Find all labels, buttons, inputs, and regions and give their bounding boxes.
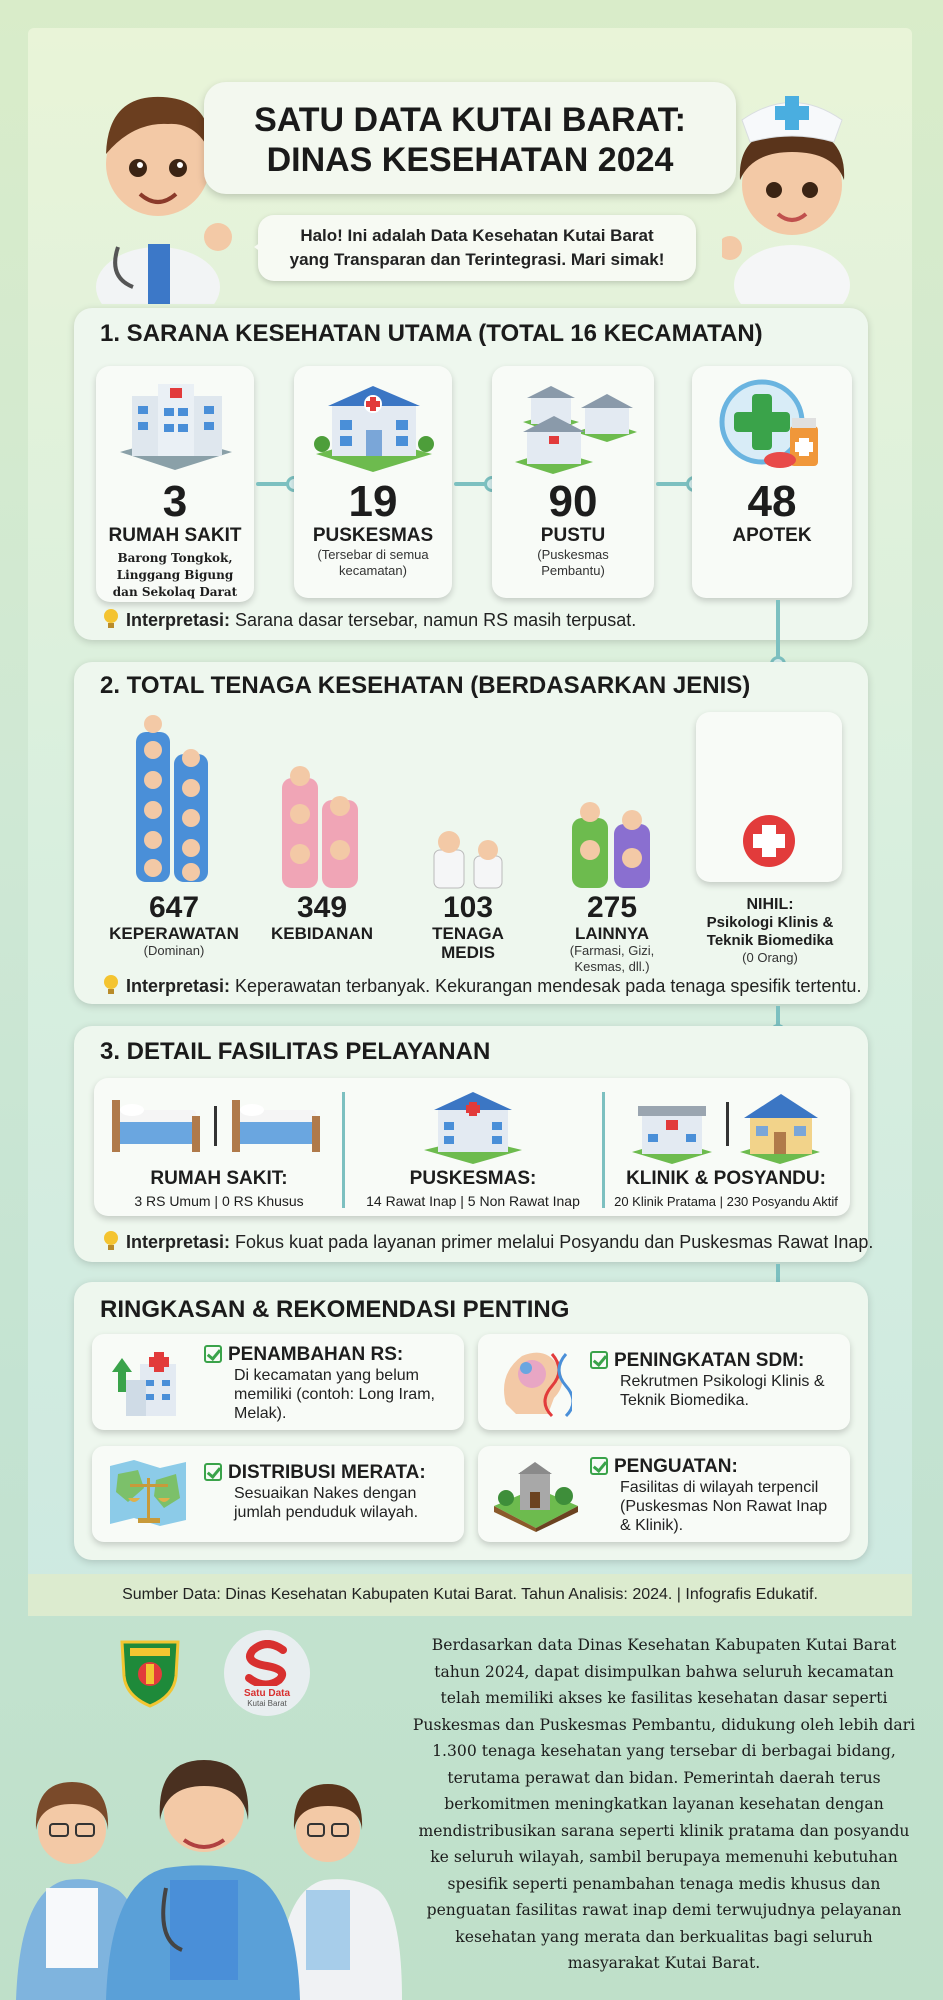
- rec4-title: PENGUATAN:: [614, 1456, 738, 1477]
- section1-interpretation: [102, 608, 636, 631]
- apotek-label: APOTEK: [732, 525, 812, 546]
- pustu-count: 90: [548, 477, 598, 526]
- lightbulb-icon: [102, 974, 120, 996]
- map-scale-icon: [108, 1458, 188, 1530]
- section3-interp-label: Interpretasi:: [126, 1232, 231, 1252]
- summary-paragraph: Berdasarkan data Dinas Kesehatan Kabupaten Kutai Barat tahun 2024, dapat disimpulkan bahwa seluruh kecamatan telah memiliki akses ke fasilitas kesehatan dasar seperti Puskesmas dan Puskesmas Pembantu, didukung oleh lebih dari 1.300 tenaga kesehatan yang tersebar di berbagai bidang, terutama perawat dan bidan. Pemerintah daerah terus berkomitmen meningkatkan layanan kesehatan dengan mendistribusikan sarana seperti klinik pratama dan posyandu ke seluruh wilayah, sambil berupaya memenuhi kebutuhan spesifik seperti penambahan tenaga medis khusus dan penguatan fasilitas rawat inap demi terwujudnya pelayanan kesehatan yang merata dan berkualitas bagi seluruh masyarakat Kutai Barat.: [412, 1636, 916, 1972]
- rec2-desc1: Rekrutmen Psikologi Klinis &: [620, 1373, 825, 1390]
- greeting-line1: Halo! Ini adalah Data Kesehatan Kutai Barat: [300, 226, 654, 245]
- section3-interp-text: Fokus kuat pada layanan primer melalui Posyandu dan Puskesmas Rawat Inap.: [230, 1232, 874, 1252]
- nihil-label2: Psikologi Klinis &: [706, 914, 834, 931]
- pustu-note1: (Puskesmas: [537, 547, 609, 562]
- lainnya-count: 275: [586, 891, 638, 924]
- section1-interp-text: Sarana dasar tersebar, namun RS masih terpusat.: [230, 610, 637, 630]
- satu-data-s-icon: [243, 1640, 291, 1686]
- check-icon: [204, 1463, 222, 1481]
- card-pustu: [492, 366, 654, 598]
- section4-title: RINGKASAN & REKOMENDASI PENTING: [100, 1296, 570, 1323]
- lainnya-note1: (Farmasi, Gizi,: [569, 943, 655, 958]
- pustu-label: PUSTU: [540, 525, 606, 546]
- health-workers-illustration: [6, 1720, 406, 2000]
- medical-staff-icon: [430, 826, 510, 890]
- rumah-sakit-count: 3: [162, 477, 188, 526]
- section2-interpretation: [102, 974, 861, 997]
- hospital-beds-icon: [112, 1088, 322, 1160]
- nihil-label1: NIHIL:: [746, 896, 794, 913]
- rec4-desc3: & Klinik).: [620, 1517, 684, 1534]
- lightbulb-icon: [102, 1230, 120, 1252]
- nihil-stat: [690, 896, 850, 966]
- apotek-count: 48: [747, 477, 797, 526]
- kebidanan-count: 349: [296, 891, 348, 924]
- section2-interp-text: Keperawatan terbanyak. Kekurangan mendesak pada tenaga spesifik tertentu.: [230, 976, 862, 996]
- keperawatan-stat: [104, 892, 244, 959]
- card-apotek: [692, 366, 852, 598]
- page-title-line1: SATU DATA KUTAI BARAT:: [254, 101, 686, 139]
- section2-title: 2. TOTAL TENAGA KESEHATAN (BERDASARKAN JENIS): [100, 672, 751, 699]
- nurses-group-icon: [134, 710, 214, 890]
- klinik-posyandu-detail: [606, 1168, 846, 1209]
- rumah-sakit-note1: Barong Tongkok,: [117, 551, 233, 565]
- lainnya-note2: Kesmas, dll.): [574, 959, 650, 974]
- keperawatan-note: (Dominan): [143, 943, 205, 958]
- rec4-desc1: Fasilitas di wilayah terpencil: [620, 1479, 819, 1496]
- puskesmas-note1: (Tersebar di semua: [317, 547, 429, 562]
- tenaga-medis-label2: MEDIS: [441, 943, 495, 962]
- rs-detail-label: RUMAH SAKIT:: [150, 1168, 288, 1189]
- column-divider: [602, 1092, 605, 1208]
- puskesmas-detail-label: PUSKESMAS:: [409, 1168, 537, 1189]
- other-health-workers-icon: [570, 798, 654, 890]
- clinic-posyandu-icon: [632, 1086, 822, 1164]
- rumah-sakit-note2: Linggang Bigung: [116, 568, 234, 582]
- puskesmas-detail-value: 14 Rawat Inap | 5 Non Rawat Inap: [366, 1193, 580, 1209]
- nihil-label3: Teknik Biomedika: [706, 932, 834, 949]
- rec3-desc1: Sesuaikan Nakes dengan: [234, 1485, 417, 1502]
- puskesmas-building-icon: [308, 374, 438, 474]
- rec-penambahan-rs: [92, 1334, 464, 1430]
- tenaga-medis-count: 103: [442, 891, 494, 924]
- rec1-desc2: memiliki (contoh: Long Iram,: [234, 1386, 435, 1403]
- pustu-note2: Pembantu): [541, 563, 605, 578]
- nihil-card: [696, 712, 842, 882]
- pharmacy-medicine-icon: [712, 374, 832, 474]
- keperawatan-label: KEPERAWATAN: [109, 924, 239, 943]
- satu-data-text2: Kutai Barat: [247, 1699, 287, 1708]
- section1-interp-label: Interpretasi:: [126, 610, 231, 630]
- remote-facility-icon: [490, 1458, 580, 1532]
- lainnya-stat: [542, 892, 682, 975]
- nurse-character-illustration: [722, 80, 872, 304]
- page-title-box: [204, 82, 736, 194]
- greeting-line2: yang Transparan dan Terintegrasi. Mari simak!: [289, 250, 665, 269]
- kutai-barat-emblem-logo: [118, 1636, 182, 1708]
- brain-dna-icon: [496, 1344, 572, 1420]
- klinik-detail-value: 20 Klinik Pratama | 230 Posyandu Aktif: [614, 1194, 838, 1209]
- puskesmas-building-icon: [420, 1084, 526, 1164]
- rumah-sakit-label: RUMAH SAKIT: [108, 525, 242, 546]
- rumah-sakit-note3: dan Sekolaq Darat: [112, 585, 238, 599]
- rec3-title: DISTRIBUSI MERATA:: [228, 1462, 426, 1483]
- puskesmas-label: PUSKESMAS: [312, 525, 434, 546]
- section2-interp-label: Interpretasi:: [126, 976, 231, 996]
- puskesmas-count: 19: [348, 477, 398, 526]
- tenaga-medis-label1: TENAGA: [432, 924, 504, 943]
- hospital-expansion-icon: [110, 1346, 182, 1418]
- rec-peningkatan-sdm: [478, 1334, 850, 1430]
- lainnya-label: LAINNYA: [575, 924, 649, 943]
- midwives-group-icon: [280, 762, 364, 890]
- kebidanan-label: KEBIDANAN: [271, 924, 373, 943]
- column-divider: [342, 1092, 345, 1208]
- keperawatan-count: 647: [148, 891, 200, 924]
- klinik-detail-label: KLINIK & POSYANDU:: [626, 1168, 826, 1189]
- satu-data-logo: [224, 1630, 310, 1716]
- section1-title: 1. SARANA KESEHATAN UTAMA (TOTAL 16 KECAMATAN): [100, 320, 763, 347]
- rec4-desc2: (Puskesmas Non Rawat Inap: [620, 1498, 828, 1515]
- puskesmas-note2: kecamatan): [339, 563, 407, 578]
- rec1-desc3: Melak).: [234, 1405, 287, 1422]
- rec-penguatan: [478, 1446, 850, 1542]
- card-puskesmas: [294, 366, 452, 598]
- section3-title: 3. DETAIL FASILITAS PELAYANAN: [100, 1038, 491, 1065]
- check-icon: [590, 1351, 608, 1369]
- section3-interpretation: [102, 1230, 873, 1253]
- source-footer: Sumber Data: Dinas Kesehatan Kabupaten Kutai Barat. Tahun Analisis: 2024. | Infografis Edukatif.: [28, 1574, 912, 1616]
- pustu-buildings-icon: [503, 374, 643, 474]
- section-connector: [776, 600, 780, 662]
- rs-detail-value: 3 RS Umum | 0 RS Khusus: [134, 1193, 304, 1209]
- lightbulb-icon: [102, 608, 120, 630]
- rec1-title: PENAMBAHAN RS:: [228, 1344, 404, 1365]
- rec-distribusi-merata: [92, 1446, 464, 1542]
- rec3-desc2: jumlah penduduk wilayah.: [234, 1504, 419, 1521]
- hospital-building-icon: [110, 374, 240, 474]
- greeting-speech-bubble: [258, 215, 696, 281]
- rumah-sakit-detail: [110, 1168, 328, 1209]
- rec1-desc1: Di kecamatan yang belum: [234, 1367, 419, 1384]
- check-icon: [204, 1345, 222, 1363]
- rec2-title: PENINGKATAN SDM:: [614, 1350, 805, 1371]
- card-rumah-sakit: [96, 366, 254, 602]
- puskesmas-detail: [348, 1168, 598, 1209]
- rec2-desc2: Teknik Biomedika.: [620, 1392, 749, 1409]
- tenaga-medis-stat: [400, 892, 536, 962]
- kebidanan-stat: [254, 892, 390, 943]
- check-icon: [590, 1457, 608, 1475]
- satu-data-text1: Satu Data: [243, 1688, 291, 1699]
- page-title-line2: DINAS KESEHATAN 2024: [266, 141, 674, 179]
- red-cross-icon: [742, 814, 796, 868]
- nihil-note: (0 Orang): [742, 950, 798, 965]
